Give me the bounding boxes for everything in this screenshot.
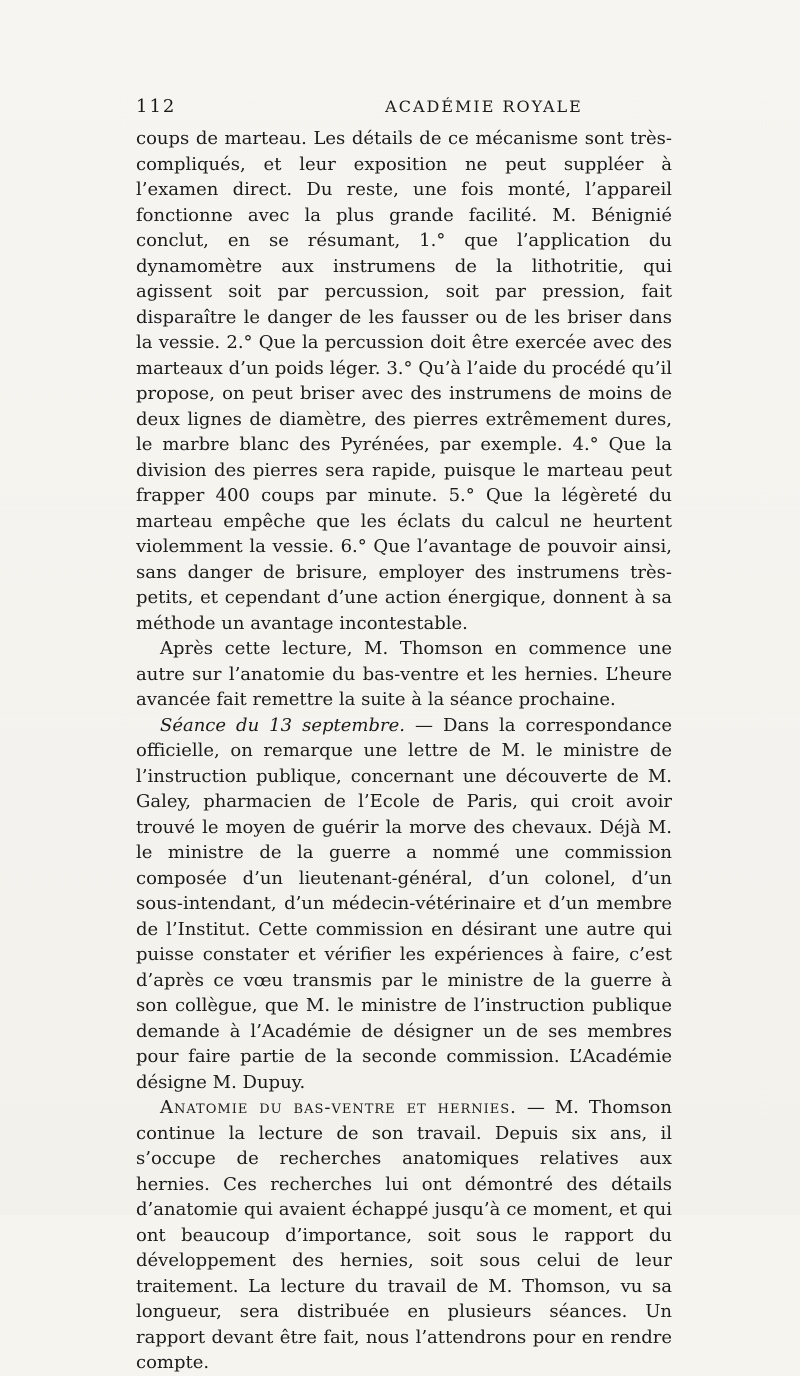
paragraph-text: — M. Thomson continue la lecture de son travail. Depuis six ans, il s’occupe de recherches anatomiques relatives aux hernies. Ces recherches lui ont démontré des détails d’anatomie qui avaient échappé jusqu’à ce moment, et qui ont beaucoup d’importance, soit sous le rapport du développement des hernies, soit sous celui de leur traitement. La lecture du travail de M. Thomson, vu sa longueur, sera distribuée en plusieurs séances. Un rapport devant être fait, nous l’attendrons pour en rendre compte.: [136, 1097, 672, 1373]
paragraph-text: Après cette lecture, M. Thomson en commence une autre sur l’anatomie du bas-ventre et les hernies. L’heure avancée fait remettre la suite à la séance prochaine.: [136, 638, 672, 710]
body-text: [136, 126, 672, 1376]
paragraph: [136, 1095, 672, 1376]
paragraph: [136, 636, 672, 713]
section-heading: Anatomie du bas-ventre et hernies.: [160, 1097, 517, 1118]
paragraph-text: coups de marteau. Les détails de ce mécanisme sont très-compliqués, et leur exposition ne peut suppléer à l’examen direct. Du reste, une fois monté, l’appareil fonctionne avec la plus grande facilité. M. Bénignié conclut, en se résumant, 1.° que l’application du dynamomètre aux instrumens de la lithotritie, qui agissent soit par percussion, soit par pression, fait disparaître le danger de les fausser ou de les briser dans la vessie. 2.° Que la percussion doit être exercée avec des marteaux d’un poids léger. 3.° Qu’à l’aide du procédé qu’il propose, on peut briser avec des instrumens de moins de deux lignes de diamètre, des pierres extrêmement dures, le marbre blanc des Pyrénées, par exemple. 4.° Que la division des pierres sera rapide, puisque le marteau peut frapper 400 coups par minute. 5.° Que la légèreté du marteau empêche que les éclats du calcul ne heurtent violemment la vessie. 6.° Que l’avantage de pouvoir ainsi, sans danger de brisure, employer des instrumens très-petits, et cependant d’une action énergique, donnent à sa méthode un avantage incontestable.: [136, 128, 672, 634]
running-head: ACADÉMIE ROYALE: [385, 97, 583, 116]
page-header: [136, 96, 672, 126]
paragraph: [136, 713, 672, 1096]
paragraph-text: — Dans la correspondance officielle, on remarque une lettre de M. le ministre de l’instruction publique, concernant une découverte de M. Galey, pharmacien de l’Ecole de Paris, qui croit avoir trouvé le moyen de guérir la morve des chevaux. Déjà M. le ministre de la guerre a nommé une commission composée d’un lieutenant-général, d’un colonel, d’un sous-intendant, d’un médecin-vétérinaire et d’un membre de l’Institut. Cette commission en désirant une autre qui puisse constater et vérifier les expériences à faire, c’est d’après ce vœu transmis par le ministre de la guerre à son collègue, que M. le ministre de l’instruction publique demande à l’Académie de désigner un de ses membres pour faire partie de la seconde commission. L’Académie désigne M. Dupuy.: [136, 714, 673, 1093]
paragraph: [136, 126, 672, 636]
session-heading: Séance du 13 septembre.: [160, 714, 405, 736]
page-number: 112: [136, 96, 177, 117]
